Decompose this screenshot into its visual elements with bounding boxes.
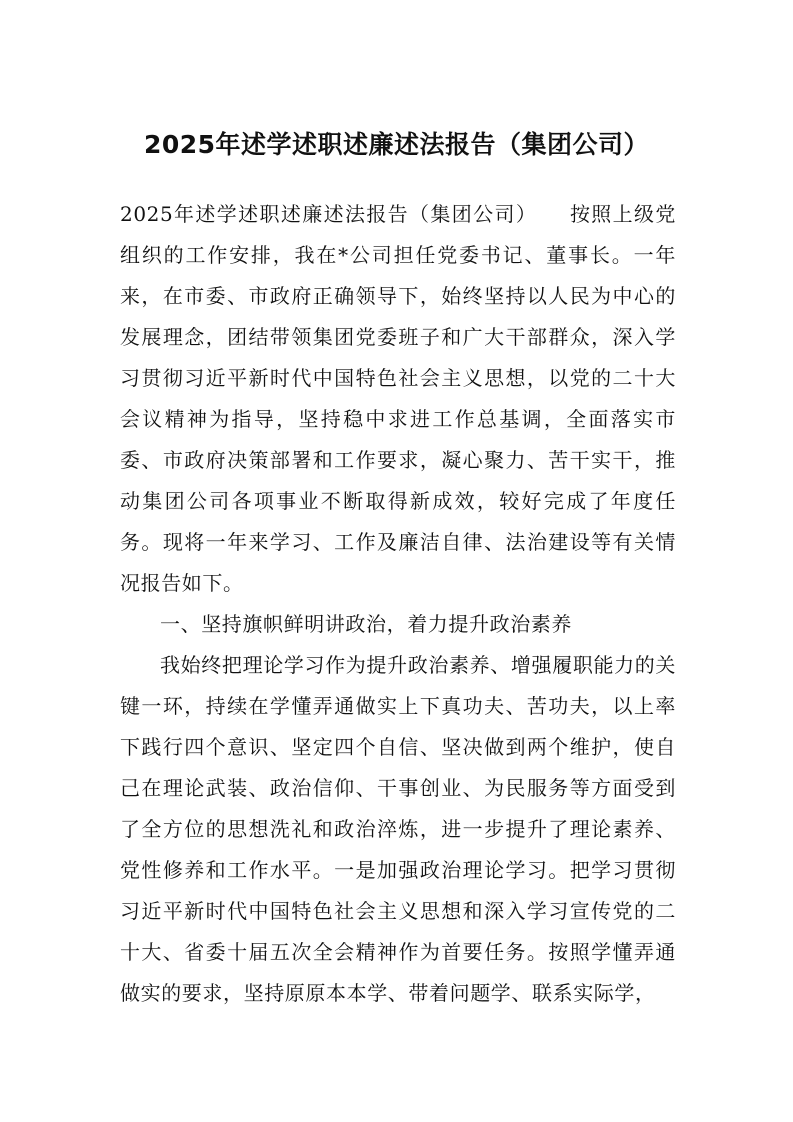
document-body [120,194,676,1014]
section-heading: 一、坚持旗帜鲜明讲政治，着力提升政治素养 [160,612,572,636]
intro-paragraph: 2025年述学述职述廉述法报告（集团公司） 按照上级党组织的工作安排，我在*公司担任党委书记、董事长。一年来，在市委、市政府正确领导下，始终坚持以人民为中心的发展理念，团结带领集团党委班子和广大干部群众，深入学习贯彻习近平新时代中国特色社会主义思想，以党的二十大会议精神为指导，坚持稳中求进工作总基调，全面落实市委、市政府决策部署和工作要求，凝心聚力、苦干实干，推动集团公司各项事业不断取得新成效，较好完成了年度任务。现将一年来学习、工作及廉洁自律、法治建设等有关情况报告如下。 [120,202,676,595]
document-title: 2025年述学述职述廉述法报告（集团公司） [143,130,650,159]
section-paragraph: 我始终把理论学习作为提升政治素养、增强履职能力的关键一环，持续在学懂弄通做实上下真功夫、苦功夫，以上率下践行四个意识、坚定四个自信、坚决做到两个维护，使自己在理论武装、政治信仰、干事创业、为民服务等方面受到了全方位的思想洗礼和政治淬炼，进一步提升了理论素养、党性修养和工作水平。一是加强政治理论学习。把学习贯彻习近平新时代中国特色社会主义思想和深入学习宣传党的二十大、省委十届五次全会精神作为首要任务。按照学懂弄通做实的要求，坚持原原本本学、带着问题学、联系实际学， [120,653,676,1005]
